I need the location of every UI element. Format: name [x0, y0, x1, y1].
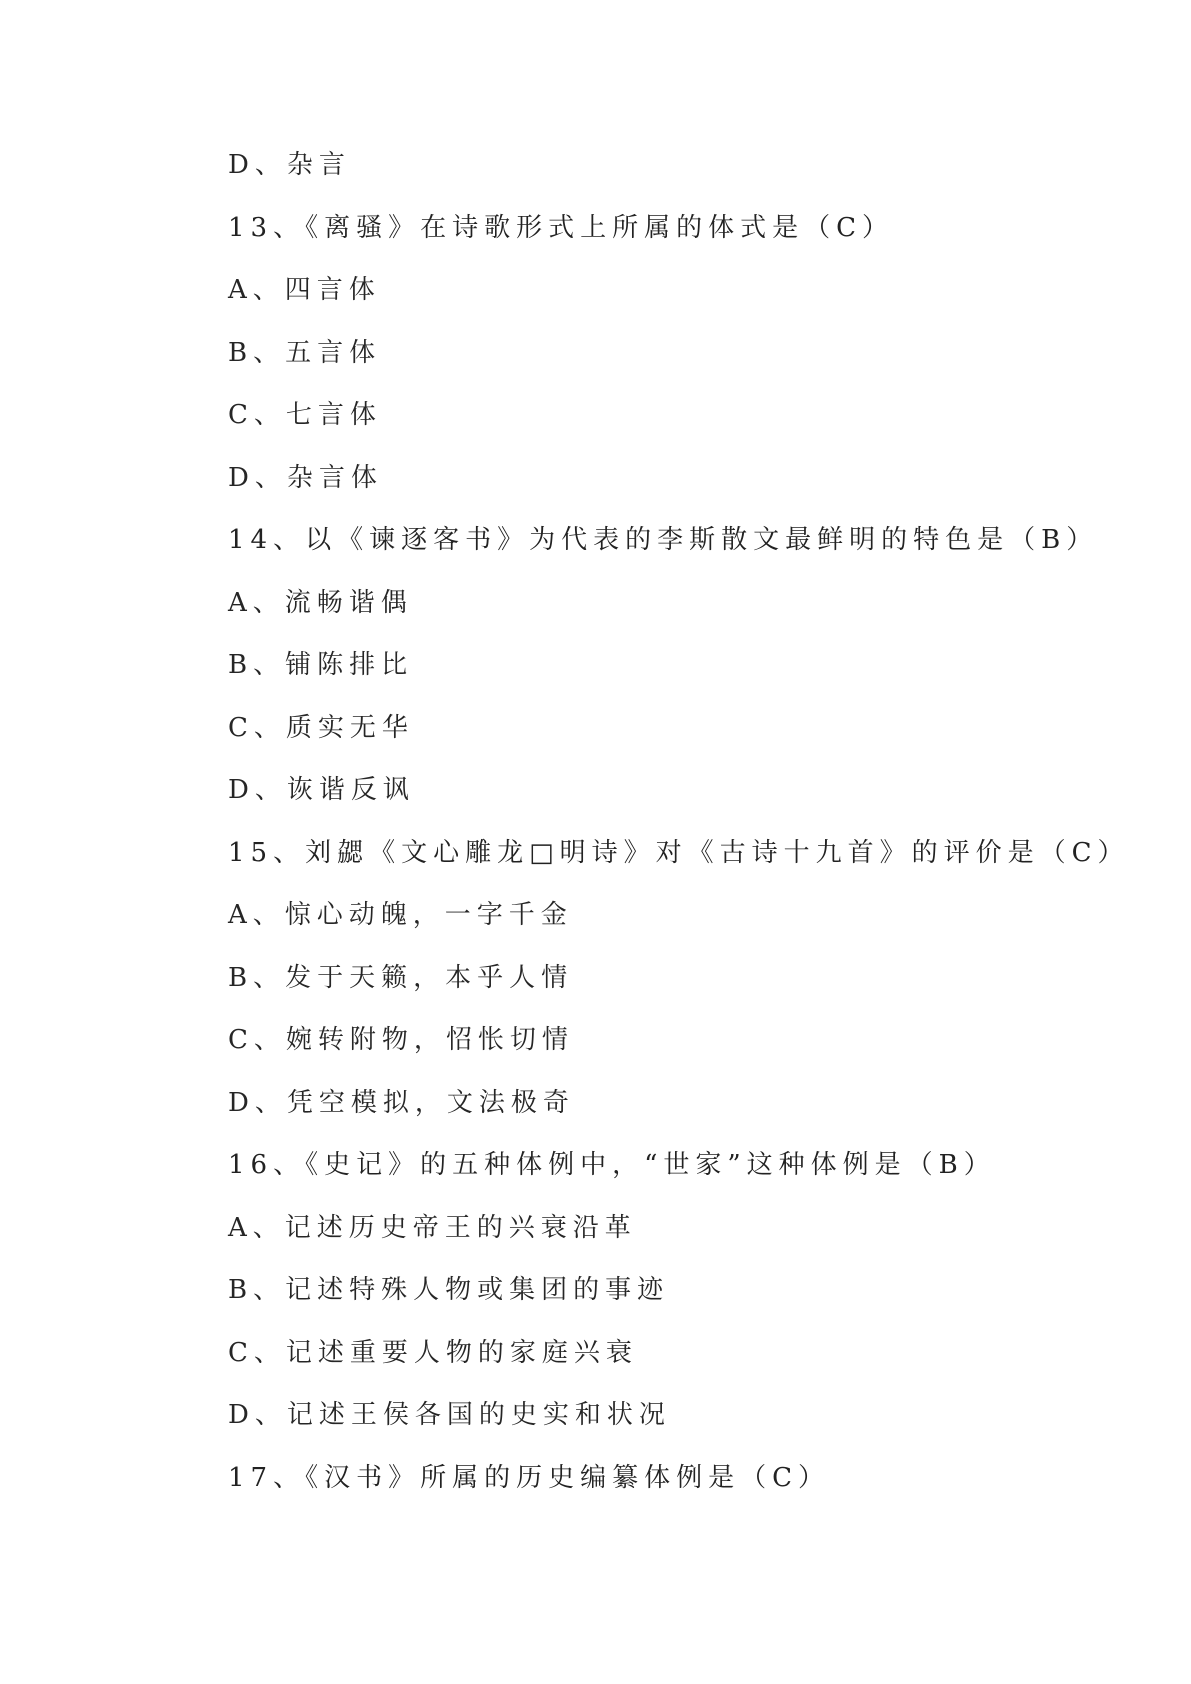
- option-line: A、四言体: [228, 275, 381, 305]
- option-line: B、铺陈排比: [228, 650, 414, 680]
- option-line: D、记述王侯各国的史实和状况: [228, 1400, 671, 1430]
- option-line: B、发于天籁，本乎人情: [228, 962, 574, 993]
- option-line: C、婉转附物，怊怅切情: [228, 1025, 574, 1055]
- question-17: 17、《汉书》所属的历史编纂体例是（C）: [228, 1462, 830, 1493]
- option-line: B、五言体: [228, 337, 382, 368]
- option-line: D、诙谐反讽: [228, 775, 415, 805]
- question-14: 14、以《谏逐客书》为代表的李斯散文最鲜明的特色是（B）: [228, 525, 1099, 555]
- option-line: D、杂言: [228, 150, 351, 180]
- option-line: C、七言体: [228, 400, 382, 430]
- option-line: A、惊心动魄，一字千金: [228, 900, 573, 930]
- option-line: A、记述历史帝王的兴衰沿革: [228, 1212, 637, 1243]
- option-line: C、记述重要人物的家庭兴衰: [228, 1337, 638, 1368]
- option-line: D、凭空模拟，文法极奇: [228, 1087, 575, 1118]
- question-13: 13、《离骚》在诗歌形式上所属的体式是（C）: [228, 212, 894, 243]
- option-line: C、质实无华: [228, 712, 414, 743]
- exam-text-body: [228, 140, 1128, 1515]
- option-line: B、记述特殊人物或集团的事迹: [228, 1275, 670, 1305]
- option-line: A、流畅谐偶: [228, 587, 413, 618]
- option-line: D、杂言体: [228, 462, 383, 493]
- question-16: 16、《史记》的五种体例中，“世家”这种体例是（B）: [228, 1150, 996, 1180]
- question-15: 15、刘勰《文心雕龙□明诗》对《古诗十九首》的评价是（C）: [228, 837, 1130, 868]
